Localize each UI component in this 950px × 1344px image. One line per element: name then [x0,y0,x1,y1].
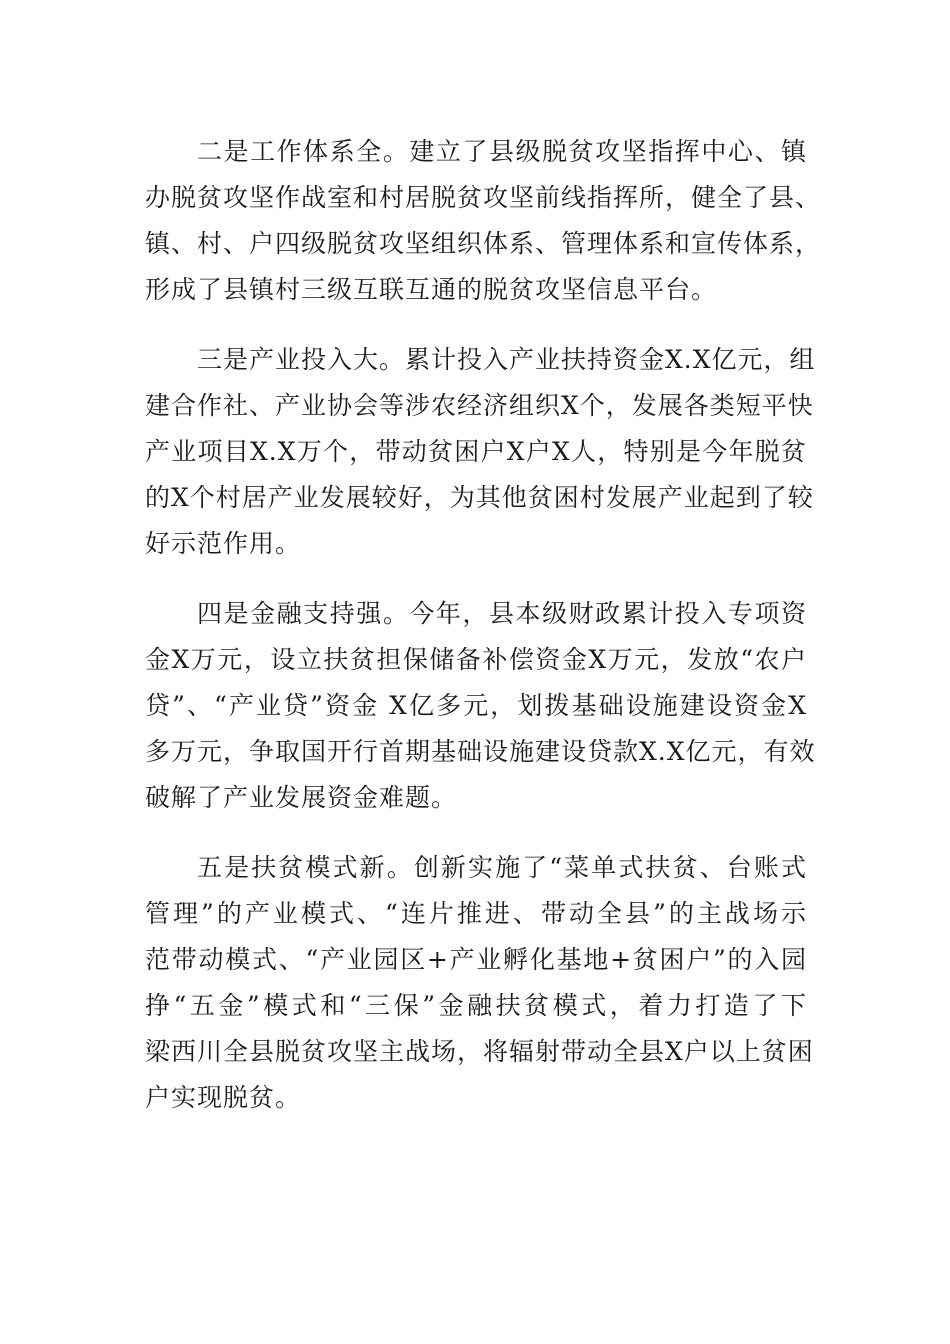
text-line: 破解了产业发展资金难题。 [145,783,458,812]
text-line: 二是工作体系全。建立了县级脱贫攻坚指挥中心、镇 [197,137,807,166]
paragraph-poverty-model [145,845,814,1121]
text-line: 贷”、“产业贷”资金 X亿多元，划拨基础设施建设资金X [145,691,807,720]
text-line: 办脱贫攻坚作战室和村居脱贫攻坚前线指挥所，健全了县、 [145,183,822,212]
text-line: 梁西川全县脱贫攻坚主战场，将辐射带动全县X户以上贫困 [145,1037,814,1066]
text-line: 的X个村居产业发展较好，为其他贫困村发展产业起到了较 [145,483,814,512]
text-line: 五是扶贫模式新。创新实施了“菜单式扶贫、台账式 [197,853,807,882]
paragraph-financial-support [145,591,816,821]
paragraph-industry-investment [145,337,816,567]
text-line: 金X万元，设立扶贫担保储备补偿资金X万元，发放“农户 [145,645,807,674]
text-line: 三是产业投入大。累计投入产业扶持资金X.X亿元，组 [197,345,816,374]
text-line: 范带动模式、“产业园区+产业孵化基地+贫困户”的入园 [145,945,807,974]
text-line: 户实现脱贫。 [145,1083,302,1112]
text-line: 四是金融支持强。今年，县本级财政累计投入专项资 [197,599,807,628]
document-body [145,129,822,1145]
text-line: 管理”的产业模式、“连片推进、带动全县”的主战场示 [145,899,807,928]
text-line: 镇、村、户四级脱贫攻坚组织体系、管理体系和宣传体系， [145,229,822,258]
text-line: 建合作社、产业协会等涉农经济组织X个，发展各类短平快 [145,391,814,420]
text-line: 挣“五金”模式和“三保”金融扶贫模式，着力打造了下 [145,991,807,1020]
text-line: 好示范作用。 [145,529,302,558]
text-line: 产业项目X.X万个，带动贫困户X户X人，特别是今年脱贫 [145,437,807,466]
paragraph-work-system [145,129,822,313]
text-line: 形成了县镇村三级互联互通的脱贫攻坚信息平台。 [145,275,718,304]
text-line: 多万元，争取国开行首期基础设施建设贷款X.X亿元，有效 [145,737,816,766]
